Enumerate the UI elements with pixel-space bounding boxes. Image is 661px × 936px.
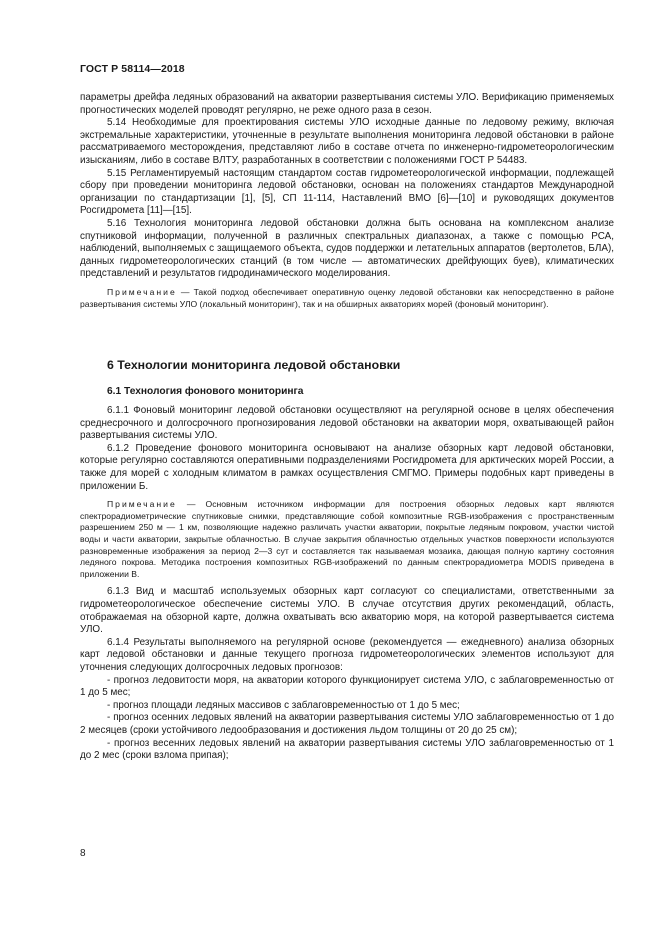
note-paragraph-2 bbox=[80, 499, 614, 580]
section-6-title: 6 Технологии мониторинга ледовой обстановки bbox=[107, 358, 401, 373]
document-header: ГОСТ Р 58114—2018 bbox=[80, 63, 185, 75]
paragraph-5-15: 5.15 Регламентируемый настоящим стандартом состав гидрометеорологической информации, подлежащей сбору при проведении мониторинга ледовой обстановки, основан на положениях стандартов Международной организации по стандартизации [1], [5], СП 11-114, Наставлений ВМО [6]—[10] и руководящих документов Росгидромета [11]—[15]. bbox=[80, 167, 614, 217]
list-item: - прогноз весенних ледовых явлений на акватории развертывания системы УЛО заблаговременностью от 1 до 2 мес (сроки взлома припая); bbox=[80, 737, 614, 762]
note-paragraph-1 bbox=[80, 287, 614, 310]
list-item: - прогноз площади ледяных массивов с заблаговременностью от 1 до 5 мес; bbox=[107, 699, 460, 711]
paragraph-6-1-1: 6.1.1 Фоновый мониторинг ледовой обстановки осуществляют на регулярной основе в целях обеспечения среднесрочного и долгосрочного прогнозирования ледовой обстановки на акватории моря, охватывающей район развертывания системы УЛО. bbox=[80, 405, 614, 442]
paragraph-5-14: 5.14 Необходимые для проектирования системы УЛО исходные данные по ледовому режиму, включая экстремальные характеристики, уточненные в результате выполнения мониторинга ледовой обстановки в районе рассматриваемого месторождения, представляют либо в составе отчета по инженерно-гидрометеорологическим изысканиям, либо в составе ВЛТУ, разработанных в соответствии с положениями ГОСТ Р 54483. bbox=[80, 117, 614, 166]
paragraph-6-1-3: 6.1.3 Вид и масштаб используемых обзорных карт согласуют со специалистами, ответственными за гидрометеорологическое обеспечение системы УЛО. В случае отсутствия других рекомендаций, область, отображаемая на обзорной карте, должна охватывать всю акваторию моря, на которой развертывается система УЛО. bbox=[80, 586, 614, 636]
page-number: 8 bbox=[80, 848, 86, 859]
note-label: Примечание bbox=[107, 499, 177, 510]
paragraph-6-1-4: 6.1.4 Результаты выполняемого на регулярной основе (рекомендуется — ежедневного) анализа обзорных карт ледовой обстановки и данные текущего прогноза гидрометеорологических элементов используют для уточнения следующих долгосрочных ледовых прогнозов: bbox=[80, 636, 614, 673]
subsection-6-1-title: 6.1 Технология фонового мониторинга bbox=[107, 386, 304, 398]
paragraph-6-1-2: 6.1.2 Проведение фонового мониторинга основывают на анализе обзорных карт ледовой обстановки, которые регулярно составляются оперативными подразделениями Росгидромета для арктических морей России, а также для морей с холодным климатом в рамках осуществления СМГМО. Примеры подобных карт приведены в приложении Б. bbox=[80, 442, 614, 492]
paragraph-5-16: 5.16 Технология мониторинга ледовой обстановки должна быть основана на комплексном анализе спутниковой информации, полученной в различных спектральных диапазонах, а также с помощью РСА, наблюдений, выполняемых с защищаемого объекта, судов поддержки и летательных аппаратов (вертолетов, БЛА), данных гидрометеорологических станций (в том числе — автоматических дрейфующих буев), климатических представлений и результатов гидродинамического моделирования. bbox=[80, 217, 614, 280]
note-text: — Основным источником информации для построения обзорных ледовых карт являются спектрорадиометрические спутниковые снимки, представляющие собой композитные RGB-изображения с пространственным разрешением 250 м — 1 км, позволяющие надежно различать участки акватории, покрытые ледяным покровом, участки чистой воды и части акватории, закрытые облачностью. В случае закрытия облачностью отдельных участков поверхности используются разновременные изображения за период 2—3 сут и составляется так называемая мозаика, дающая полную картину состояния ледяного покрова. Методика построения композитных RGB-изображений по данным спектрорадиометра MODIS приведена в приложении В. bbox=[80, 499, 614, 579]
note-label: Примечание bbox=[107, 286, 177, 297]
list-item: - прогноз осенних ледовых явлений на акватории развертывания системы УЛО заблаговременностью от 1 до 2 месяцев (сроки устойчивого ледообразования и достижения льдом толщины от 20 до 25 см); bbox=[80, 712, 614, 736]
note-text: — Такой подход обеспечивает оперативную оценку ледовой обстановки как непосредственно в районе развертывания системы УЛО (локальный мониторинг), так и на обширных акваториях морей (фоновый мониторинг). bbox=[80, 286, 614, 309]
list-item: - прогноз ледовитости моря, на акватории которого функционирует система УЛО, с заблаговременностью от 1 до 5 мес; bbox=[80, 674, 614, 699]
document-body bbox=[80, 92, 614, 763]
paragraph-continuation: параметры дрейфа ледяных образований на акватории развертывания системы УЛО. Верификацию применяемых прогностических моделей проводят регулярно, не реже одного раза в сезон. bbox=[80, 92, 614, 116]
